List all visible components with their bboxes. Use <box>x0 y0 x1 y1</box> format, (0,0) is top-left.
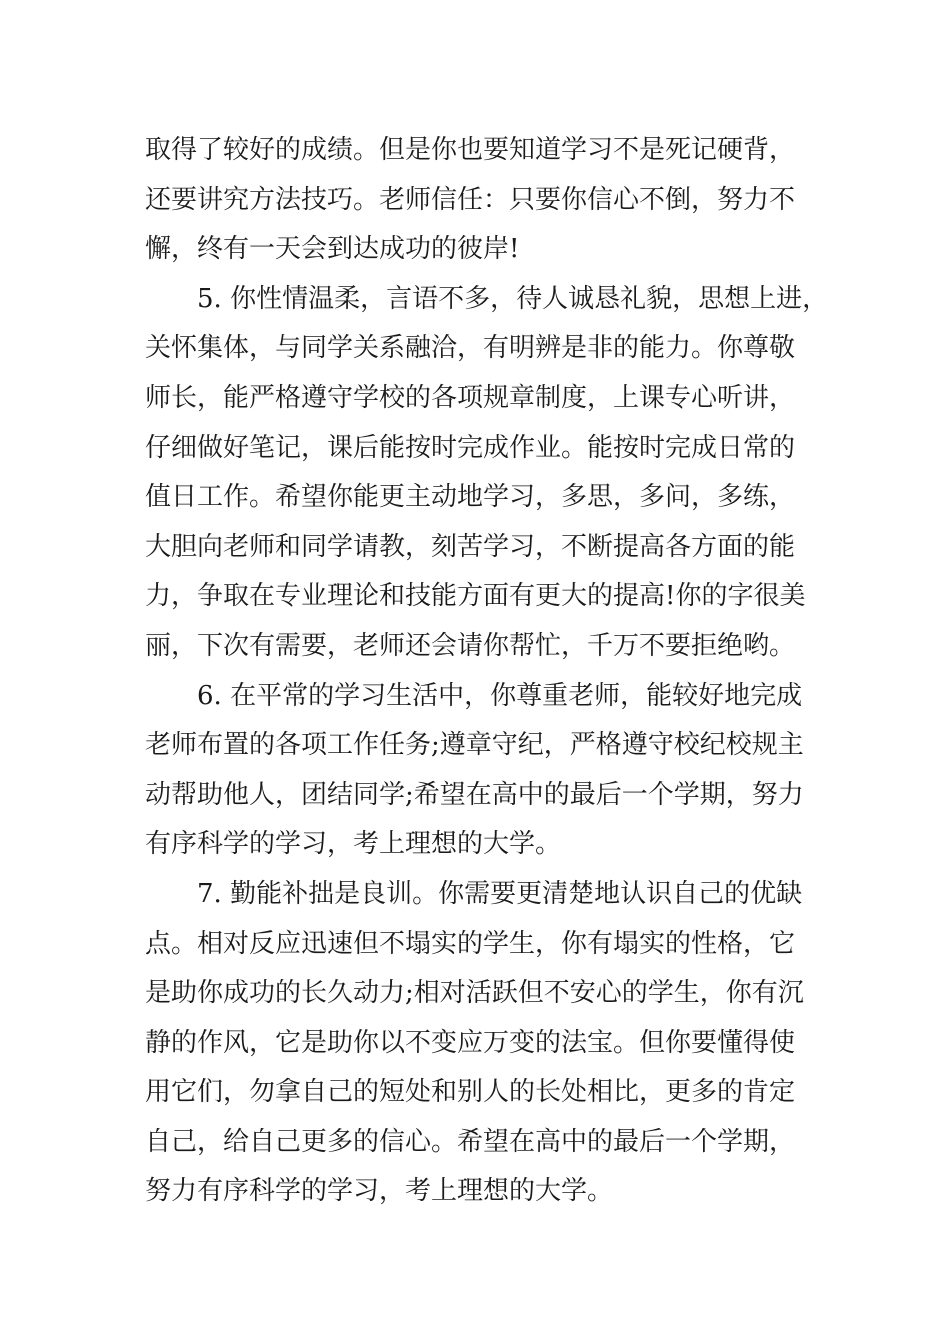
text-line: 点。相对反应迅速但不塌实的学生，你有塌实的性格，它 <box>145 928 796 959</box>
text-line: 大胆向老师和同学请教，刻苦学习，不断提高各方面的能 <box>145 531 796 562</box>
paragraph-5-first-line: 5. 你性情温柔，言语不多，待人诚恳礼貌，思想上进， <box>197 283 829 314</box>
text-line: 静的作风，它是助你以不变应万变的法宝。但你要懂得使 <box>145 1027 796 1058</box>
text-line: 力，争取在专业理论和技能方面有更大的提高!你的字很美 <box>145 581 806 612</box>
text-line: 取得了较好的成绩。但是你也要知道学习不是死记硬背， <box>145 135 796 165</box>
text-line: 仔细做好笔记，课后能按时完成作业。能按时完成日常的 <box>145 432 796 463</box>
paragraph-7-first-line: 7. 勤能补拙是良训。你需要更清楚地认识自己的优缺 <box>197 878 803 909</box>
text-line: 有序科学的学习，考上理想的大学。 <box>145 829 562 860</box>
text-line: 自己，给自己更多的信心。希望在高中的最后一个学期， <box>145 1126 796 1157</box>
text-line: 是助你成功的长久动力;相对活跃但不安心的学生，你有沉 <box>145 978 804 1009</box>
text-line: 师长，能严格遵守学校的各项规章制度，上课专心听讲， <box>145 382 796 413</box>
text-line: 值日工作。希望你能更主动地学习，多思，多问，多练， <box>145 482 796 513</box>
text-line: 动帮助他人，团结同学;希望在高中的最后一个学期，努力 <box>145 779 804 810</box>
text-line: 关怀集体，与同学关系融洽，有明辨是非的能力。你尊敬 <box>145 333 796 364</box>
text-line: 老师布置的各项工作任务;遵章守纪，严格遵守校纪校规主 <box>145 730 804 761</box>
paragraph-6-first-line: 6. 在平常的学习生活中，你尊重老师，能较好地完成 <box>197 680 803 711</box>
document-body <box>145 126 829 1217</box>
text-line: 努力有序科学的学习，考上理想的大学。 <box>145 1176 614 1207</box>
text-line: 丽，下次有需要，老师还会请你帮忙，千万不要拒绝哟。 <box>145 630 796 661</box>
text-line: 用它们，勿拿自己的短处和别人的长处相比，更多的肯定 <box>145 1077 796 1108</box>
text-line: 懈，终有一天会到达成功的彼岸! <box>145 234 520 265</box>
text-line: 还要讲究方法技巧。老师信任：只要你信心不倒，努力不 <box>145 184 796 215</box>
